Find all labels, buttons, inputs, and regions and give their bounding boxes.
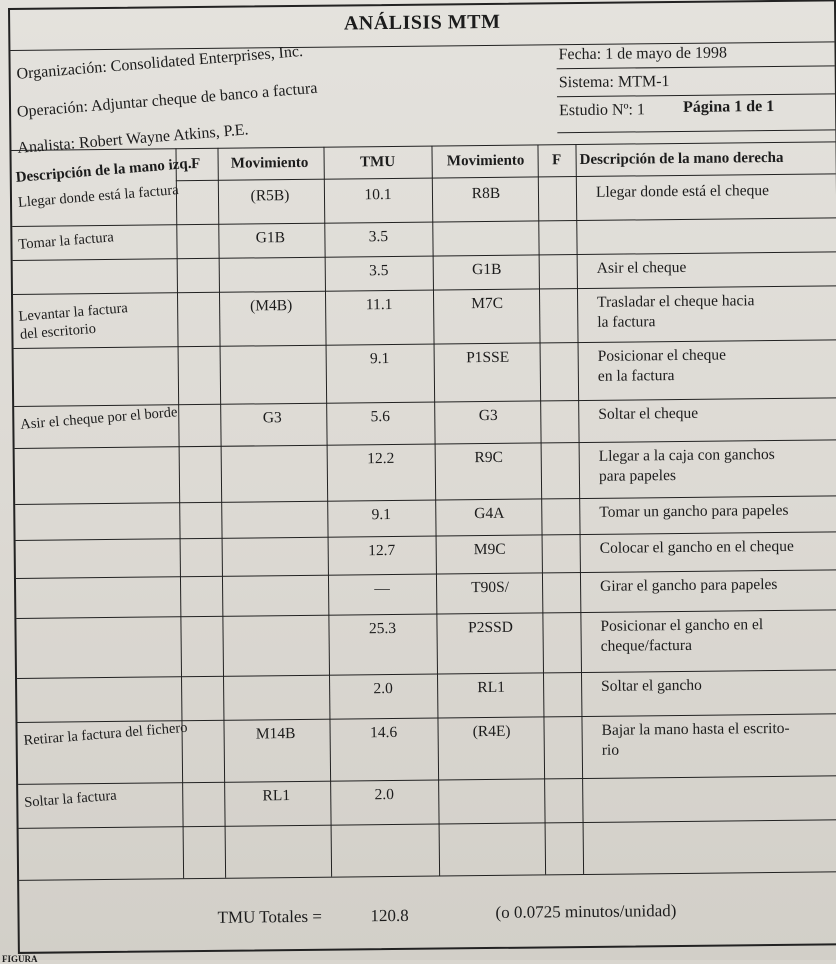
left-hand-description xyxy=(24,786,118,811)
right-hand-description: Posicionar el cheque xyxy=(597,346,727,365)
estudio-field: Estudio Nº: 1 xyxy=(559,101,646,120)
movimiento-right: (R4E) xyxy=(472,722,511,741)
right-hand-description: Trasladar el cheque hacia xyxy=(597,292,755,311)
movimiento-left: M14B xyxy=(255,725,296,743)
tmu-value: 2.0 xyxy=(374,786,395,804)
pagina-field: Página 1 de 1 xyxy=(682,97,775,116)
tmu-value: — xyxy=(374,580,390,598)
movimiento-left: (R5B) xyxy=(250,187,290,205)
analista-label: Analista: xyxy=(16,135,76,157)
tmu-value: 9.1 xyxy=(369,350,390,368)
movimiento-right: R8B xyxy=(471,184,501,203)
left-hand-description-line: del escritorio xyxy=(19,320,97,343)
movimiento-right: M9C xyxy=(473,540,506,559)
movimiento-left xyxy=(220,351,324,352)
operacion-field xyxy=(16,80,318,122)
left-hand-description xyxy=(23,719,188,750)
movimiento-left xyxy=(219,263,323,264)
movimiento-left xyxy=(221,507,325,508)
form-title: ANÁLISIS MTM xyxy=(343,10,501,35)
movimiento-right: RL1 xyxy=(477,678,506,697)
movimiento-right xyxy=(440,784,544,785)
total-minutes-note: (o 0.0725 minutos/unidad) xyxy=(495,901,677,922)
movimiento-left: (M4B) xyxy=(249,297,293,315)
totals-rule xyxy=(19,871,836,881)
right-hand-description: cheque/factura xyxy=(600,636,693,655)
analista-value: Robert Wayne Atkins, P.E. xyxy=(78,121,250,152)
left-hand-description-line: Tomar la factura xyxy=(17,229,115,253)
organizacion-value: Consolidated Enterprises, Inc. xyxy=(110,42,304,76)
right-hand-description: Soltar el cheque xyxy=(598,404,699,423)
movimiento-right: P2SSD xyxy=(468,618,514,637)
operacion-value: Adjuntar cheque de banco a factura xyxy=(90,79,318,115)
fecha-field: Fecha: 1 de mayo de 1998 xyxy=(558,44,728,64)
right-hand-description: rio xyxy=(601,741,620,759)
tmu-value: 11.1 xyxy=(365,295,393,314)
total-tmu-value: 120.8 xyxy=(370,905,409,926)
right-hand-description: Girar el gancho para papeles xyxy=(599,575,778,595)
right-hand-description: en la factura xyxy=(597,367,675,385)
col-header-movimiento-left: Movimiento xyxy=(230,154,309,172)
right-hand-description: Posicionar el gancho en el xyxy=(600,616,764,635)
row-rule xyxy=(13,251,836,261)
tmu-value: 2.0 xyxy=(373,680,393,698)
right-hand-description: Soltar el gancho xyxy=(601,676,702,695)
tmu-value: 25.3 xyxy=(368,619,397,638)
movimiento-right: G1B xyxy=(472,260,502,279)
left-hand-description-line: Soltar la factura xyxy=(23,787,118,811)
row-rule xyxy=(17,669,836,679)
movimiento-left xyxy=(223,681,327,682)
figure-caption: FIGURA xyxy=(2,954,38,964)
left-hand-description-line: Levantar la factura xyxy=(17,300,129,325)
row-rule xyxy=(18,775,836,785)
movimiento-right: R9C xyxy=(474,448,504,467)
total-tmu-label: TMU Totales = xyxy=(217,906,323,927)
header-divider xyxy=(557,93,835,97)
movimiento-right: G4A xyxy=(474,504,505,523)
right-hand-description: la factura xyxy=(597,313,656,331)
tmu-value: 5.6 xyxy=(370,408,391,426)
col-header-der: Descripción de la mano derecha xyxy=(579,149,784,169)
row-rule xyxy=(12,217,836,227)
movimiento-left xyxy=(222,581,326,582)
right-hand-description: Tomar un gancho para papeles xyxy=(599,501,789,521)
movimiento-left: RL1 xyxy=(262,787,291,805)
left-hand-description xyxy=(18,228,115,254)
header-divider xyxy=(557,65,835,69)
left-hand-description-line: Asir el cheque por el borde xyxy=(19,404,178,433)
movimiento-left: G3 xyxy=(262,409,282,427)
col-header-movimiento-right: Movimiento xyxy=(446,152,525,170)
movimiento-left xyxy=(221,451,325,452)
movimiento-left: G1B xyxy=(255,229,286,247)
right-hand-description: Bajar la mano hasta el escrito- xyxy=(601,719,790,739)
movimiento-left xyxy=(222,543,326,544)
col-header-f-left: F xyxy=(190,155,201,173)
organizacion-label: Organización: xyxy=(15,58,108,83)
left-hand-description xyxy=(20,403,178,434)
operacion-label: Operación: xyxy=(16,98,89,121)
mtm-analysis-form xyxy=(8,0,836,954)
analista-field xyxy=(17,121,249,158)
movimiento-right: T90S/ xyxy=(471,578,510,597)
col-header-f-right: F xyxy=(551,152,562,169)
sistema-field: Sistema: MTM-1 xyxy=(558,73,670,92)
movimiento-right xyxy=(434,226,538,227)
tmu-value: 9.1 xyxy=(371,506,392,524)
header-rule xyxy=(176,173,836,181)
row-rule xyxy=(19,819,836,829)
movimiento-right: M7C xyxy=(471,294,504,313)
left-hand-description xyxy=(18,299,130,344)
left-hand-description-line: Llegar donde está la factura xyxy=(17,182,180,211)
right-hand-description: Colocar el gancho en el cheque xyxy=(599,537,794,557)
tmu-value: 12.7 xyxy=(368,541,396,560)
col-header-izq: Descripción de la mano izq. xyxy=(15,155,193,186)
col-header-tmu: TMU xyxy=(360,153,396,171)
tmu-value: 10.1 xyxy=(364,185,392,204)
right-hand-description: Asir el cheque xyxy=(596,258,687,277)
left-hand-description-line: Retirar la factura del fichero xyxy=(23,719,189,749)
tmu-value: 3.5 xyxy=(368,228,389,246)
header-divider xyxy=(557,129,835,133)
tmu-value: 14.6 xyxy=(369,723,398,742)
movimiento-left xyxy=(222,621,326,622)
right-hand-description: Llegar a la caja con ganchos xyxy=(598,445,775,465)
movimiento-right: P1SSE xyxy=(466,348,510,367)
left-hand-description xyxy=(17,181,179,212)
tmu-value: 3.5 xyxy=(368,262,389,280)
movimiento-right: G3 xyxy=(478,406,498,425)
right-hand-description: Llegar donde está el cheque xyxy=(595,182,770,201)
right-hand-description: para papeles xyxy=(598,467,677,485)
tmu-value: 12.2 xyxy=(367,449,395,468)
